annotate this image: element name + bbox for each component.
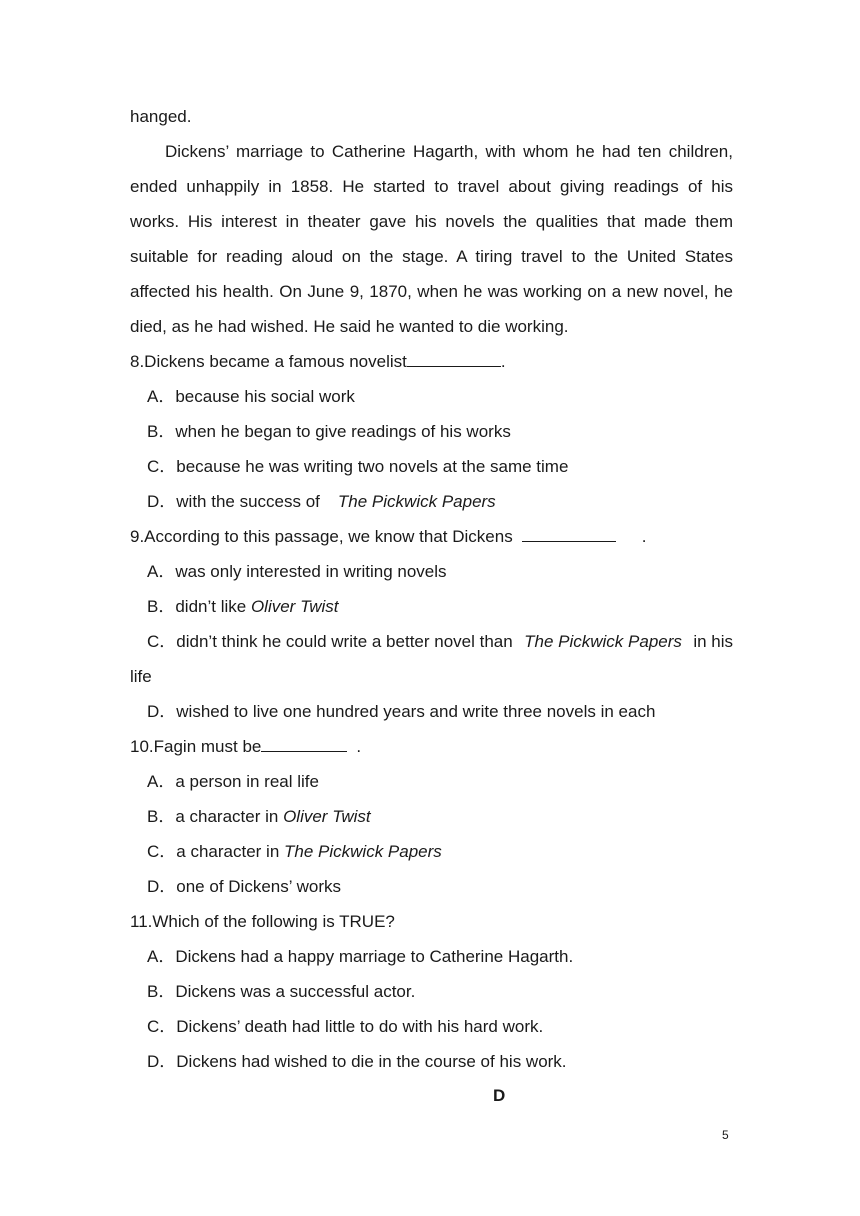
- answer-blank: [407, 352, 501, 367]
- passage-line: suitable for reading aloud on the stage. A tiring travel to the United States: [130, 247, 733, 266]
- passage-line: Dickens’ marriage to Catherine Hagarth, with whom he had ten children,: [165, 142, 733, 161]
- book-title: The Pickwick Papers: [524, 632, 682, 651]
- answer-blank: [261, 737, 347, 752]
- q11-option-c: C．Dickens’ death had little to do with his hard work.: [147, 1017, 544, 1036]
- q9-option-b: [147, 596, 338, 618]
- q10-option-b: [147, 806, 371, 828]
- answer-blank: [522, 527, 616, 542]
- option-text: C．didn’t think he could write a better novel than: [147, 632, 513, 651]
- q9-option-d: D．wished to live one hundred years and write three novels in each: [147, 702, 656, 721]
- section-heading: D: [493, 1086, 506, 1105]
- option-text: B．a character in: [147, 807, 279, 826]
- question-text: .: [641, 527, 647, 546]
- page-number: 5: [722, 1128, 729, 1142]
- question-10-stem: [130, 736, 361, 758]
- q10-option-d: D．one of Dickens’ works: [147, 877, 341, 896]
- q9-option-c: [147, 631, 733, 653]
- question-text: 10.Fagin must be: [130, 737, 262, 756]
- option-text: in his: [693, 632, 733, 651]
- passage-line: affected his health. On June 9, 1870, when he was working on a new novel, he: [130, 282, 733, 301]
- question-text: .: [500, 352, 506, 371]
- book-title: The Pickwick Papers: [284, 842, 442, 861]
- q8-option-b: B．when he began to give readings of his works: [147, 422, 511, 441]
- q10-option-c: [147, 841, 442, 863]
- q8-option-d: [147, 491, 496, 513]
- q8-option-c: C．because he was writing two novels at the same time: [147, 457, 569, 476]
- book-title: Oliver Twist: [250, 597, 339, 616]
- question-text: 8.Dickens became a famous novelist: [130, 352, 407, 371]
- q10-option-a: A．a person in real life: [147, 772, 319, 791]
- q9-option-c-continued: life: [130, 667, 152, 686]
- question-9-stem: [130, 526, 646, 548]
- q8-option-a: A．because his social work: [147, 387, 355, 406]
- question-11-stem: 11.Which of the following is TRUE?: [130, 912, 395, 931]
- q11-option-b: B．Dickens was a successful actor.: [147, 982, 416, 1001]
- question-text: .: [356, 737, 362, 756]
- question-8-stem: [130, 351, 506, 373]
- q9-option-a: A．was only interested in writing novels: [147, 562, 447, 581]
- passage-line: works. His interest in theater gave his novels the qualities that made them: [130, 212, 733, 231]
- passage-line: ended unhappily in 1858. He started to travel about giving readings of his: [130, 177, 733, 196]
- question-text: 9.According to this passage, we know that Dickens: [130, 527, 513, 546]
- option-text: D．with the success of: [147, 492, 320, 511]
- q11-option-d: D．Dickens had wished to die in the course of his work.: [147, 1052, 567, 1071]
- passage-line: died, as he had wished. He said he wanted to die working.: [130, 317, 569, 336]
- passage-line: hanged.: [130, 107, 192, 126]
- option-text: B．didn’t like: [147, 597, 247, 616]
- option-text: C．a character in: [147, 842, 280, 861]
- book-title: Oliver Twist: [283, 807, 371, 826]
- book-title: The Pickwick Papers: [337, 492, 496, 511]
- q11-option-a: A．Dickens had a happy marriage to Catherine Hagarth.: [147, 947, 574, 966]
